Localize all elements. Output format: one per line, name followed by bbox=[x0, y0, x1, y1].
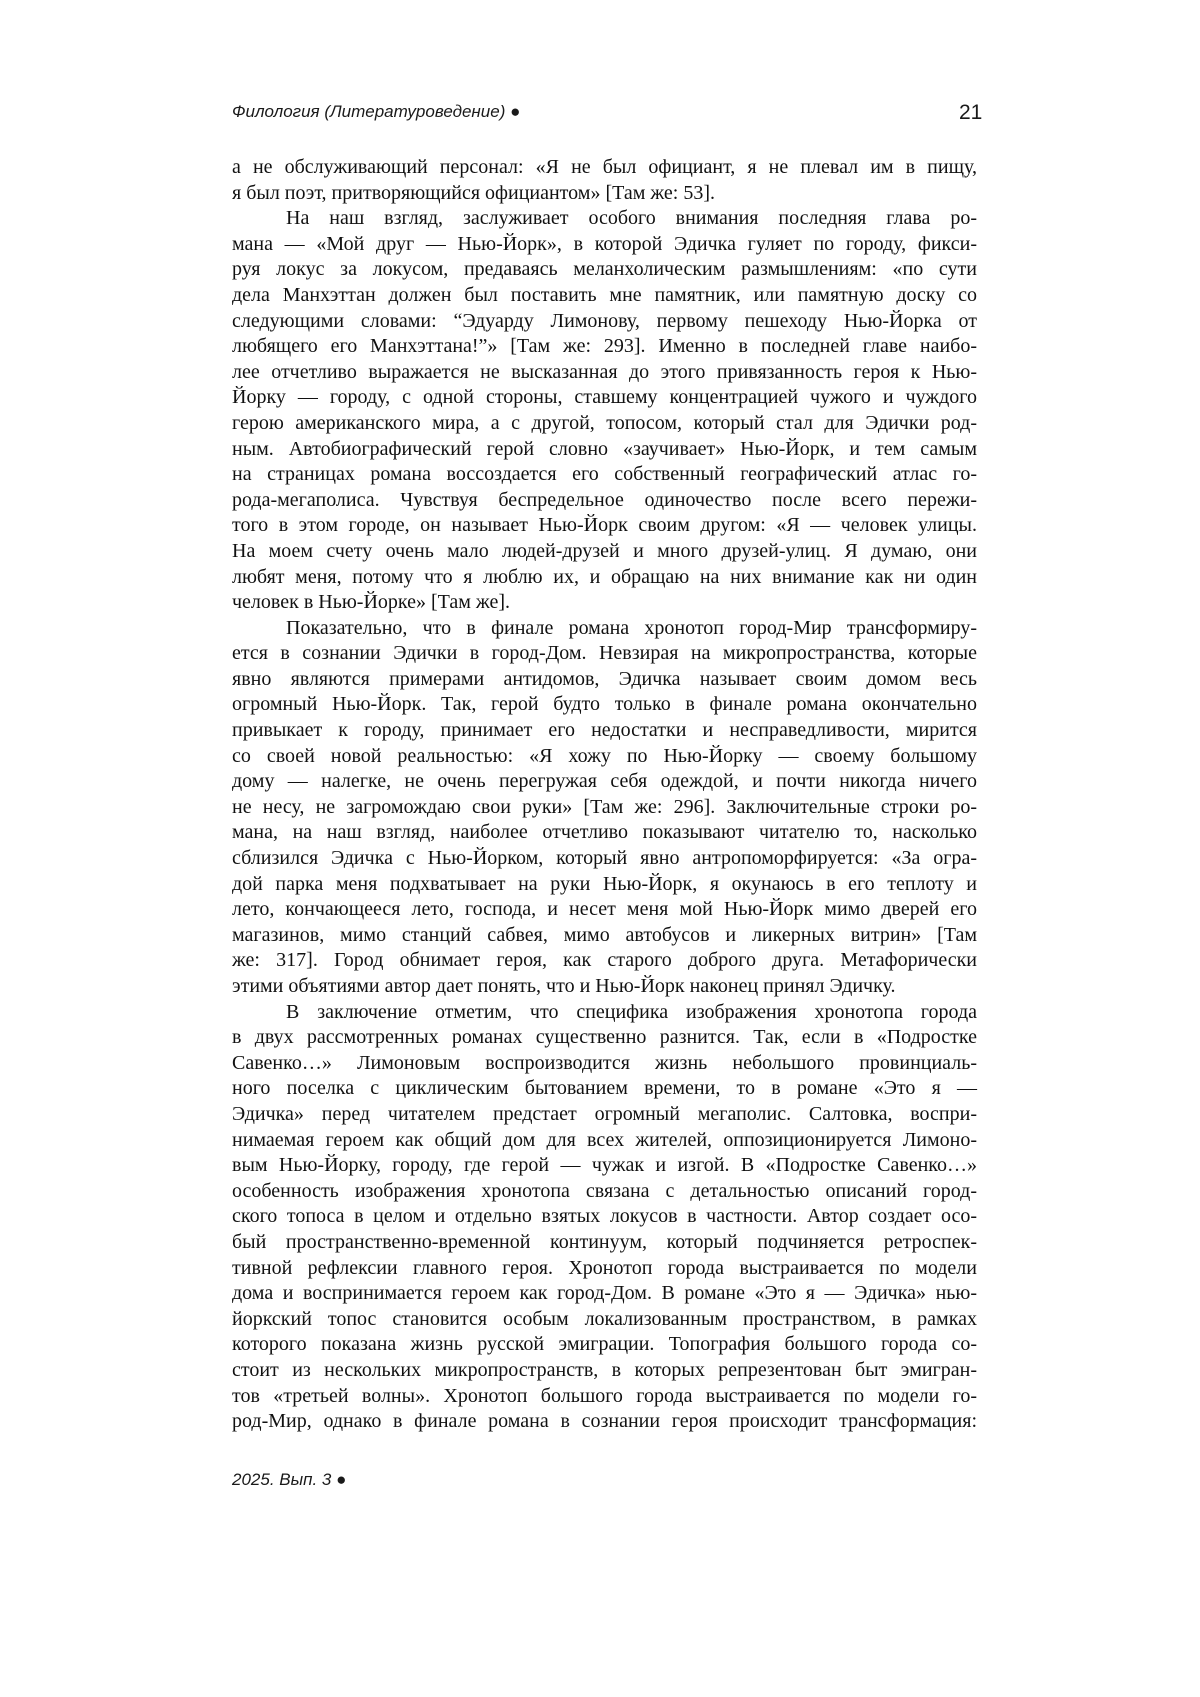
text-line: привыкает к городу, принимает его недостатки и несправедливости, мирится bbox=[232, 719, 977, 742]
text-line: со своей новой реальностью: «Я хожу по Нью-Йорку — своему большому bbox=[232, 744, 977, 767]
text-line: ного поселка с циклическим бытованием времени, то в романе «Это я — bbox=[232, 1077, 977, 1100]
text-line: не несу, не загромождаю свои руки» [Там же: 296]. Заключительные строки ро- bbox=[232, 795, 977, 818]
text-line: Йорку — городу, с одной стороны, ставшему концентрацией чужого и чуждого bbox=[232, 386, 977, 409]
text-line: дела Манхэттан должен был поставить мне памятник, или памятную доску со bbox=[232, 283, 977, 306]
text-line: тов «третьей волны». Хронотоп большого города выстраивается по модели го- bbox=[232, 1384, 977, 1407]
text-line: же: 317]. Город обнимает героя, как старого доброго друга. Метафорически bbox=[232, 949, 977, 972]
text-line: следующими словами: “Эдуарду Лимонову, первому пешеходу Нью-Йорка от bbox=[232, 309, 977, 332]
text-line: бый пространственно-временной континуум, который подчиняется ретроспек- bbox=[232, 1230, 977, 1253]
text-line: ется в сознании Эдички в город-Дом. Невзирая на микропространства, которые bbox=[232, 642, 977, 665]
text-line: дой парка меня подхватывает на руки Нью-Йорк, я окунаюсь в его теплоту и bbox=[232, 872, 977, 895]
text-line: герою американского мира, а с другой, топосом, который стал для Эдички род- bbox=[232, 411, 977, 434]
text-line: сблизился Эдичка с Нью-Йорком, который явно антропоморфируется: «За огра- bbox=[232, 847, 977, 870]
text-line: огромный Нью-Йорк. Так, герой будто только в финале романа окончательно bbox=[232, 693, 977, 716]
text-line: нимаемая героем как общий дом для всех жителей, оппозиционируется Лимоно- bbox=[232, 1128, 977, 1151]
text-line: в двух рассмотренных романах существенно разнится. Так, если в «Подростке bbox=[232, 1026, 977, 1049]
text-line: лее отчетливо выражается не высказанная до этого привязанность героя к Нью- bbox=[232, 360, 977, 383]
text-line: рода-мегаполиса. Чувствуя беспредельное одиночество после всего пережи- bbox=[232, 488, 977, 511]
text-line: мана, на наш взгляд, наиболее отчетливо показывают читателю то, насколько bbox=[232, 821, 977, 844]
text-line: дому — налегке, не очень перегружая себя одеждой, и почти никогда ничего bbox=[232, 770, 977, 793]
text-line: йоркский топос становится особым локализованным пространством, в рамках bbox=[232, 1307, 977, 1330]
text-line: Савенко…» Лимоновым воспроизводится жизнь небольшого провинциаль- bbox=[232, 1051, 977, 1074]
text-line: тивной рефлексии главного героя. Хронотоп города выстраивается по модели bbox=[232, 1256, 977, 1279]
running-head: Филология (Литературоведение) ● bbox=[232, 102, 521, 121]
text-line: Эдичка» перед читателем предстает огромный мегаполис. Салтовка, воспри- bbox=[232, 1102, 977, 1125]
text-line: руя локус за локусом, предаваясь меланхолическим размышлениям: «по сути bbox=[232, 258, 977, 281]
text-line: лето, кончающееся лето, господа, и несет меня мой Нью-Йорк мимо дверей его bbox=[232, 898, 977, 921]
text-line: На наш взгляд, заслуживает особого внимания последняя глава ро- bbox=[286, 207, 977, 230]
page-number: 21 bbox=[959, 101, 983, 124]
footer-issue: 2025. Вып. 3 ● bbox=[232, 1470, 347, 1489]
text-line: любящего его Манхэттана!”» [Там же: 293]. Именно в последней главе наибо- bbox=[232, 335, 977, 358]
text-line: Показательно, что в финале романа хронотоп город-Мир трансформиру- bbox=[286, 616, 977, 639]
text-line: магазинов, мимо станций сабвея, мимо автобусов и ликерных витрин» [Там bbox=[232, 923, 977, 946]
text-line: того в этом городе, он называет Нью-Йорк своим другом: «Я — человек улицы. bbox=[232, 514, 977, 537]
text-line: особенность изображения хронотопа связана с детальностью описаний город- bbox=[232, 1179, 977, 1202]
paragraph-3 bbox=[232, 616, 977, 1000]
text-line: которого показана жизнь русской эмиграции. Топография большого города со- bbox=[232, 1333, 977, 1356]
article-body bbox=[232, 155, 977, 1435]
paragraph-1 bbox=[232, 155, 977, 206]
text-line: ского топоса в целом и отдельно взятых локусов в частности. Автор создает осо- bbox=[232, 1205, 977, 1228]
text-line: дома и воспринимается героем как город-Дом. В романе «Это я — Эдичка» нью- bbox=[232, 1282, 977, 1305]
text-line: я был поэт, притворяющийся официантом» [Там же: 53]. bbox=[232, 181, 715, 204]
text-line: а не обслуживающий персонал: «Я не был официант, я не плевал им в пищу, bbox=[232, 156, 977, 178]
text-line: род-Мир, однако в финале романа в сознании героя происходит трансформация: bbox=[232, 1410, 977, 1433]
text-line: На моем счету очень мало людей-друзей и много друзей-улиц. Я думаю, они bbox=[232, 539, 977, 562]
text-line: на страницах романа воссоздается его собственный географический атлас го- bbox=[232, 463, 977, 486]
text-line: вым Нью-Йорку, городу, где герой — чужак и изгой. В «Подростке Савенко…» bbox=[232, 1154, 977, 1177]
text-line: явно являются примерами антидомов, Эдичка называет своим домом весь bbox=[232, 667, 977, 690]
text-line: человек в Нью-Йорке» [Там же]. bbox=[232, 591, 510, 614]
text-line: стоит из нескольких микропространств, в которых репрезентован быт эмигран- bbox=[232, 1358, 977, 1381]
text-line: ным. Автобиографический герой словно «заучивает» Нью-Йорк, и тем самым bbox=[232, 437, 977, 460]
text-line: этими объятиями автор дает понять, что и Нью-Йорк наконец принял Эдичку. bbox=[232, 975, 896, 997]
text-line: любят меня, потому что я люблю их, и обращаю на них внимание как ни один bbox=[232, 565, 977, 588]
text-line: В заключение отметим, что специфика изображения хронотопа города bbox=[286, 1000, 977, 1023]
paragraph-4 bbox=[232, 1000, 977, 1435]
paragraph-2 bbox=[232, 206, 977, 616]
text-line: мана — «Мой друг — Нью-Йорк», в которой Эдичка гуляет по городу, фикси- bbox=[232, 232, 977, 255]
